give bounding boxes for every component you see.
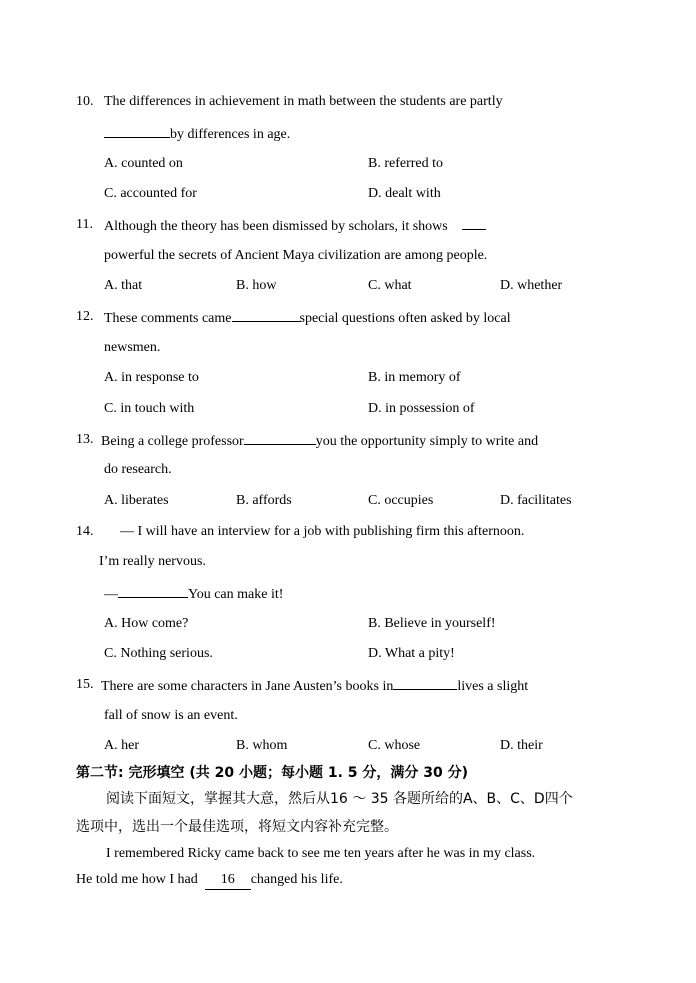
question-14-stem-line2: I’m really nervous.	[99, 554, 206, 569]
question-10-number: 10.	[76, 94, 94, 109]
question-12-option-a: A. in response to	[104, 370, 199, 385]
section-title: 第二节: 完形填空 (共 20 小题；每小题 1. 5 分，满分 30 分)	[76, 765, 469, 781]
question-14-stem-line3	[104, 584, 283, 604]
question-15-option-c: C. whose	[368, 738, 421, 753]
question-14-option-a: A. How come?	[104, 616, 189, 631]
question-15-stem-line2: fall of snow is an event.	[104, 708, 238, 723]
question-15-stem-text-b: lives a slight	[457, 679, 529, 694]
question-11-stem-text: Although the theory has been dismissed by scholars, it shows	[104, 219, 448, 234]
dialogue-dash: —	[104, 587, 118, 602]
question-10-option-a: A. counted on	[104, 156, 183, 171]
question-10-stem-text: by differences in age.	[170, 127, 291, 142]
question-13-stem-line2: do research.	[104, 462, 172, 477]
question-12-stem-line1	[104, 308, 511, 328]
question-12-stem-text-a: These comments came	[104, 311, 232, 326]
question-15-stem-line1	[101, 676, 528, 696]
answer-blank	[104, 124, 170, 138]
question-12-option-b: B. in memory of	[368, 370, 461, 385]
question-11-stem-line2: powerful the secrets of Ancient Maya civilization are among people.	[104, 248, 488, 263]
question-10-stem-line2	[104, 124, 290, 144]
question-13-stem-text-b: you the opportunity simply to write and	[315, 434, 539, 449]
question-11-option-a: A. that	[104, 278, 143, 293]
question-12-stem-line2: newsmen.	[104, 340, 161, 355]
question-15-option-a: A. her	[104, 738, 139, 753]
question-12-number: 12.	[76, 309, 94, 324]
question-10-stem-line1: The differences in achievement in math between the students are partly	[104, 94, 503, 109]
section-instruction-line1: 阅读下面短文，掌握其大意，然后从16 ～ 35 各题所给的A、B、C、D四个	[106, 791, 573, 807]
question-12-option-c: C. in touch with	[104, 401, 195, 416]
answer-blank	[118, 584, 188, 598]
question-13-option-a: A. liberates	[104, 493, 169, 508]
question-13-option-b: B. affords	[236, 493, 292, 508]
answer-blank	[232, 308, 300, 322]
question-15-option-b: B. whom	[236, 738, 288, 753]
question-11-stem-line1	[104, 216, 486, 236]
question-14-stem-text: You can make it!	[188, 587, 284, 602]
question-14-option-b: B. Believe in yourself!	[368, 616, 496, 631]
question-12-option-d: D. in possession of	[368, 401, 475, 416]
question-10-option-c: C. accounted for	[104, 186, 197, 201]
question-13-option-d: D. facilitates	[500, 493, 572, 508]
question-15-option-d: D. their	[500, 738, 543, 753]
question-14-option-c: C. Nothing serious.	[104, 646, 213, 661]
question-15-number: 15.	[76, 677, 94, 692]
section-instruction-line2: 选项中，选出一个最佳选项，将短文内容补充完整。	[76, 819, 398, 835]
question-11-option-c: C. what	[368, 278, 412, 293]
question-13-stem-text-a: Being a college professor	[101, 434, 244, 449]
question-11-number: 11.	[76, 217, 93, 232]
question-14-stem-line1: — I will have an interview for a job with publishing firm this afternoon.	[120, 524, 525, 539]
question-13-stem-line1	[101, 431, 538, 451]
passage-text-a: He told me how I had	[76, 872, 198, 887]
answer-blank	[393, 676, 457, 690]
question-14-number: 14.	[76, 524, 94, 539]
question-11-option-b: B. how	[236, 278, 277, 293]
passage-text-b: changed his life.	[250, 872, 343, 887]
question-14-option-d: D. What a pity!	[368, 646, 455, 661]
passage-line1: I remembered Ricky came back to see me ten years after he was in my class.	[106, 846, 536, 861]
cloze-blank-16: 16	[205, 871, 251, 890]
question-10-option-d: D. dealt with	[368, 186, 441, 201]
question-15-stem-text-a: There are some characters in Jane Austen’s books in	[101, 679, 394, 694]
question-12-stem-text-b: special questions often asked by local	[299, 311, 511, 326]
question-13-option-c: C. occupies	[368, 493, 434, 508]
question-13-number: 13.	[76, 432, 94, 447]
passage-line2	[76, 871, 343, 890]
question-11-option-d: D. whether	[500, 278, 563, 293]
answer-blank	[244, 431, 316, 445]
question-10-option-b: B. referred to	[368, 156, 444, 171]
answer-blank	[462, 216, 486, 230]
